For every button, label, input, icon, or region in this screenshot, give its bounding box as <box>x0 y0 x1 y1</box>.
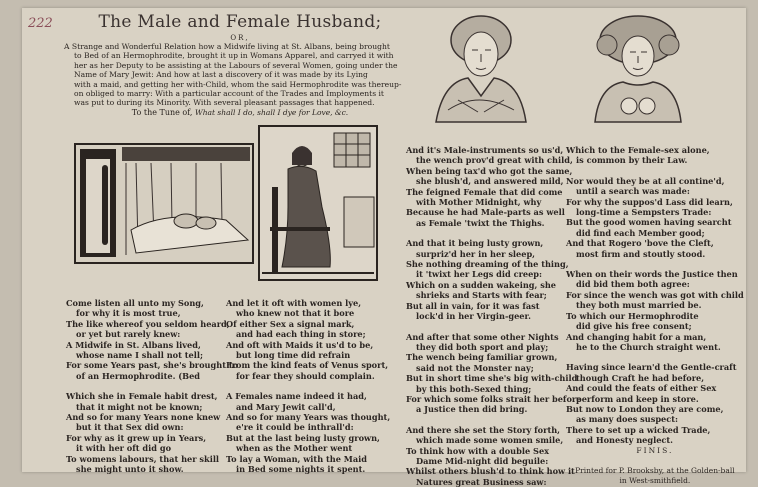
verse-line: until a search was made: <box>576 186 690 197</box>
verse-line: Whilst others blush'd to think how it <box>406 466 575 477</box>
verse-line: but it that Sex did own: <box>76 422 184 433</box>
verse-line: But the good women having searcht <box>566 217 732 228</box>
subtitle-line: her as her Deputy to be assisting at the Labours of several Women, going under the <box>74 60 398 70</box>
verse-line: For why the suppos'd Lass did learn, <box>566 196 733 207</box>
imprint-line: in West-smithfield. <box>619 476 691 486</box>
verse-line: as many does suspect: <box>576 414 679 425</box>
verse-line: the wench prov'd great with child, <box>416 155 573 166</box>
verse-line: which made some women smile, <box>416 435 564 446</box>
verse-line: For which some folks strait her before <box>406 393 582 404</box>
verse-line: did find each Member good; <box>576 227 705 238</box>
verse-line: To think how with a double Sex <box>406 445 550 456</box>
verse-line: for why it is most true, <box>76 308 181 319</box>
tune-name: What shall I do, shall I dye for Love, &c. <box>195 108 349 117</box>
verse-line: of an Hermophrodite. (Bed <box>76 370 201 381</box>
verse-line: as Female 'twixt the Thighs. <box>416 217 545 228</box>
female-portrait-woodcut <box>585 10 691 126</box>
verse-line: The feigned Female that did come <box>406 186 563 197</box>
verse-line: For since the wench was got with child <box>566 289 744 300</box>
verse-line: he to the Church straight went. <box>576 341 721 352</box>
verse-line: But at the last being lusty grown, <box>226 432 380 443</box>
subtitle-line: on obliged to marry: With a particular account of the Trades and Imployments it <box>74 89 384 99</box>
verse-line: And changing habit for a man, <box>566 331 707 342</box>
verse-line: Which she in Female habit drest, <box>66 391 218 402</box>
verse-line: she blush'd, and answered mild, <box>416 176 564 187</box>
verse-line: though Craft he had before, <box>576 372 705 383</box>
verse-line: perform and keep in store. <box>576 393 699 404</box>
verse-line: a Justice then did bring. <box>416 404 528 415</box>
verse-line: and Honesty neglect. <box>576 435 674 446</box>
verse-line: shrieks and Starts with fear; <box>416 290 547 301</box>
verse-line: But in short time she's big with-child <box>406 373 578 384</box>
verse-line: that it might not be known; <box>76 401 203 412</box>
tune-line <box>60 108 420 117</box>
verse-line: Come listen all unto my Song, <box>66 298 204 308</box>
verse-line: But now to London they are come, <box>566 403 724 414</box>
verse-line: And after that some other Nights <box>406 331 559 342</box>
verse-line: whose name I shall not tell; <box>76 350 204 361</box>
verse-line: in Bed some nights it spent. <box>236 464 366 475</box>
verse-line: or yet but rarely knew: <box>76 329 181 340</box>
verse-line: is common by their Law. <box>576 155 688 166</box>
verse-line: And there she set the Story forth, <box>406 424 561 435</box>
verse-line: by this both-Sexed thing; <box>416 383 532 394</box>
verse-line: who knew not that it bore <box>236 308 355 319</box>
verse-line: and Mary Jewit call'd, <box>236 401 336 412</box>
verse-line: When being tax'd who got the same, <box>406 165 573 176</box>
verse-column-2 <box>226 298 390 475</box>
verse-line: Which on a sudden wakeing, she <box>406 279 556 290</box>
verse-line: did bid them both agree: <box>576 279 690 290</box>
finis: FINIS. <box>636 445 674 455</box>
verse-line: most firm and stoutly stood. <box>576 248 706 259</box>
verse-line: But all in vain, for it was fast <box>406 300 540 311</box>
verse-line: And could the feats of either Sex <box>566 383 717 394</box>
tune-prefix: To the Tune of, <box>131 108 193 117</box>
subtitle-line: with a maid, and getting her with-Child, whom the said Hermophrodite was thereup- <box>74 79 402 89</box>
verse-line: She nothing dreaming of the thing, <box>406 259 569 270</box>
subtitle-line: to Bed of an Hermophrodite, brought it up in Womans Apparel, and carryed it with <box>74 51 394 61</box>
verse-column-4 <box>566 145 744 487</box>
verse-line: Dame Mid-night did beguile: <box>416 455 549 466</box>
verse-line: Of either Sex a signal mark, <box>226 318 355 329</box>
verse-line: Because he had Male-parts as well <box>406 207 565 218</box>
male-portrait-woodcut <box>428 10 534 126</box>
verse-line: with Mother Midnight, why <box>416 197 542 208</box>
verse-line: Which to the Female-sex alone, <box>566 145 710 155</box>
verse-line: and had each thing in store; <box>236 329 366 340</box>
verse-line: they both must married be. <box>576 300 702 311</box>
verse-line: they did both sport and play; <box>416 341 549 352</box>
shelfmark: 222 <box>28 16 53 31</box>
verse-line: it 'twixt her Legs did creep: <box>416 269 543 280</box>
verse-column-1 <box>66 298 238 475</box>
verse-line: long-time a Sempsters Trade: <box>576 207 712 218</box>
verse-line: And let it oft with women lye, <box>226 298 362 308</box>
verse-line: When on their words the Justice then <box>566 269 738 280</box>
verse-line: said not the Monster nay; <box>416 362 534 373</box>
seated-woman-woodcut <box>258 125 378 281</box>
verse-line: To which our Hermophrodite <box>566 310 699 321</box>
verse-line: And so for many Years was thought, <box>226 412 391 423</box>
subtitle-line: A Strange and Wonderful Relation how a Midwife living at St. Albans, being brought <box>64 42 390 51</box>
verse-line: And it's Male-instruments so us'd, <box>406 145 564 155</box>
verse-line: she might unto it show. <box>76 464 184 475</box>
ballad-title: The Male and Female Husband; <box>98 12 382 32</box>
verse-line: surpriz'd her in her sleep, <box>416 248 536 259</box>
subtitle <box>64 42 414 108</box>
verse-line: for fear they should complain. <box>236 370 375 381</box>
verse-line: but long time did refrain <box>236 350 351 361</box>
verse-line: From the kind feats of Venus sport, <box>226 360 389 371</box>
verse-line: And that Rogero 'bove the Cleft, <box>566 238 714 249</box>
verse-line: A Midwife in St. Albans lived, <box>66 339 201 350</box>
verse-line: For some Years past, she's brought to <box>66 360 239 371</box>
subtitle-line: was put to during its Minority. With several pleasant passages that happened. <box>74 98 375 108</box>
verse-line: when as the Mother went <box>236 443 353 454</box>
verse-line: did give his free consent; <box>576 321 692 332</box>
verse-line: And that it being lusty grown, <box>406 238 544 249</box>
verse-line: And oft with Maids it us'd to be, <box>226 339 374 350</box>
verse-line: e're it could be inthrall'd: <box>236 422 354 433</box>
verse-line: The like whereof you seldom heard, <box>66 318 230 329</box>
verse-column-3 <box>406 145 581 487</box>
verse-line: it with her oft did go <box>76 443 172 454</box>
bed-scene-woodcut <box>74 143 254 264</box>
title-or: OR, <box>230 34 250 42</box>
verse-line: And so for many Years none knew <box>66 412 221 423</box>
verse-line: Having since learn'd the Gentle-craft <box>566 362 737 373</box>
verse-line: A Females name indeed it had, <box>226 391 367 402</box>
verse-line: Nor would they be at all contine'd, <box>566 175 725 186</box>
verse-line: There to set up a wicked Trade, <box>566 424 711 435</box>
verse-line: To womens labours, that her skill <box>66 453 220 464</box>
verse-line: For why as it grew up in Years, <box>66 432 207 443</box>
verse-line: lock'd in her Virgin-geer. <box>416 311 531 322</box>
imprint-line: Printed for P. Brooksby, at the Golden-ball <box>575 465 735 475</box>
verse-line: The wench being familiar grown, <box>406 352 558 363</box>
verse-line: Natures great Business saw: <box>416 476 547 487</box>
subtitle-line: Name of Mary Jewit: And how at last a discovery of it was made by its Lying <box>74 70 368 80</box>
verse-line: To lay a Woman, with the Maid <box>226 453 367 464</box>
